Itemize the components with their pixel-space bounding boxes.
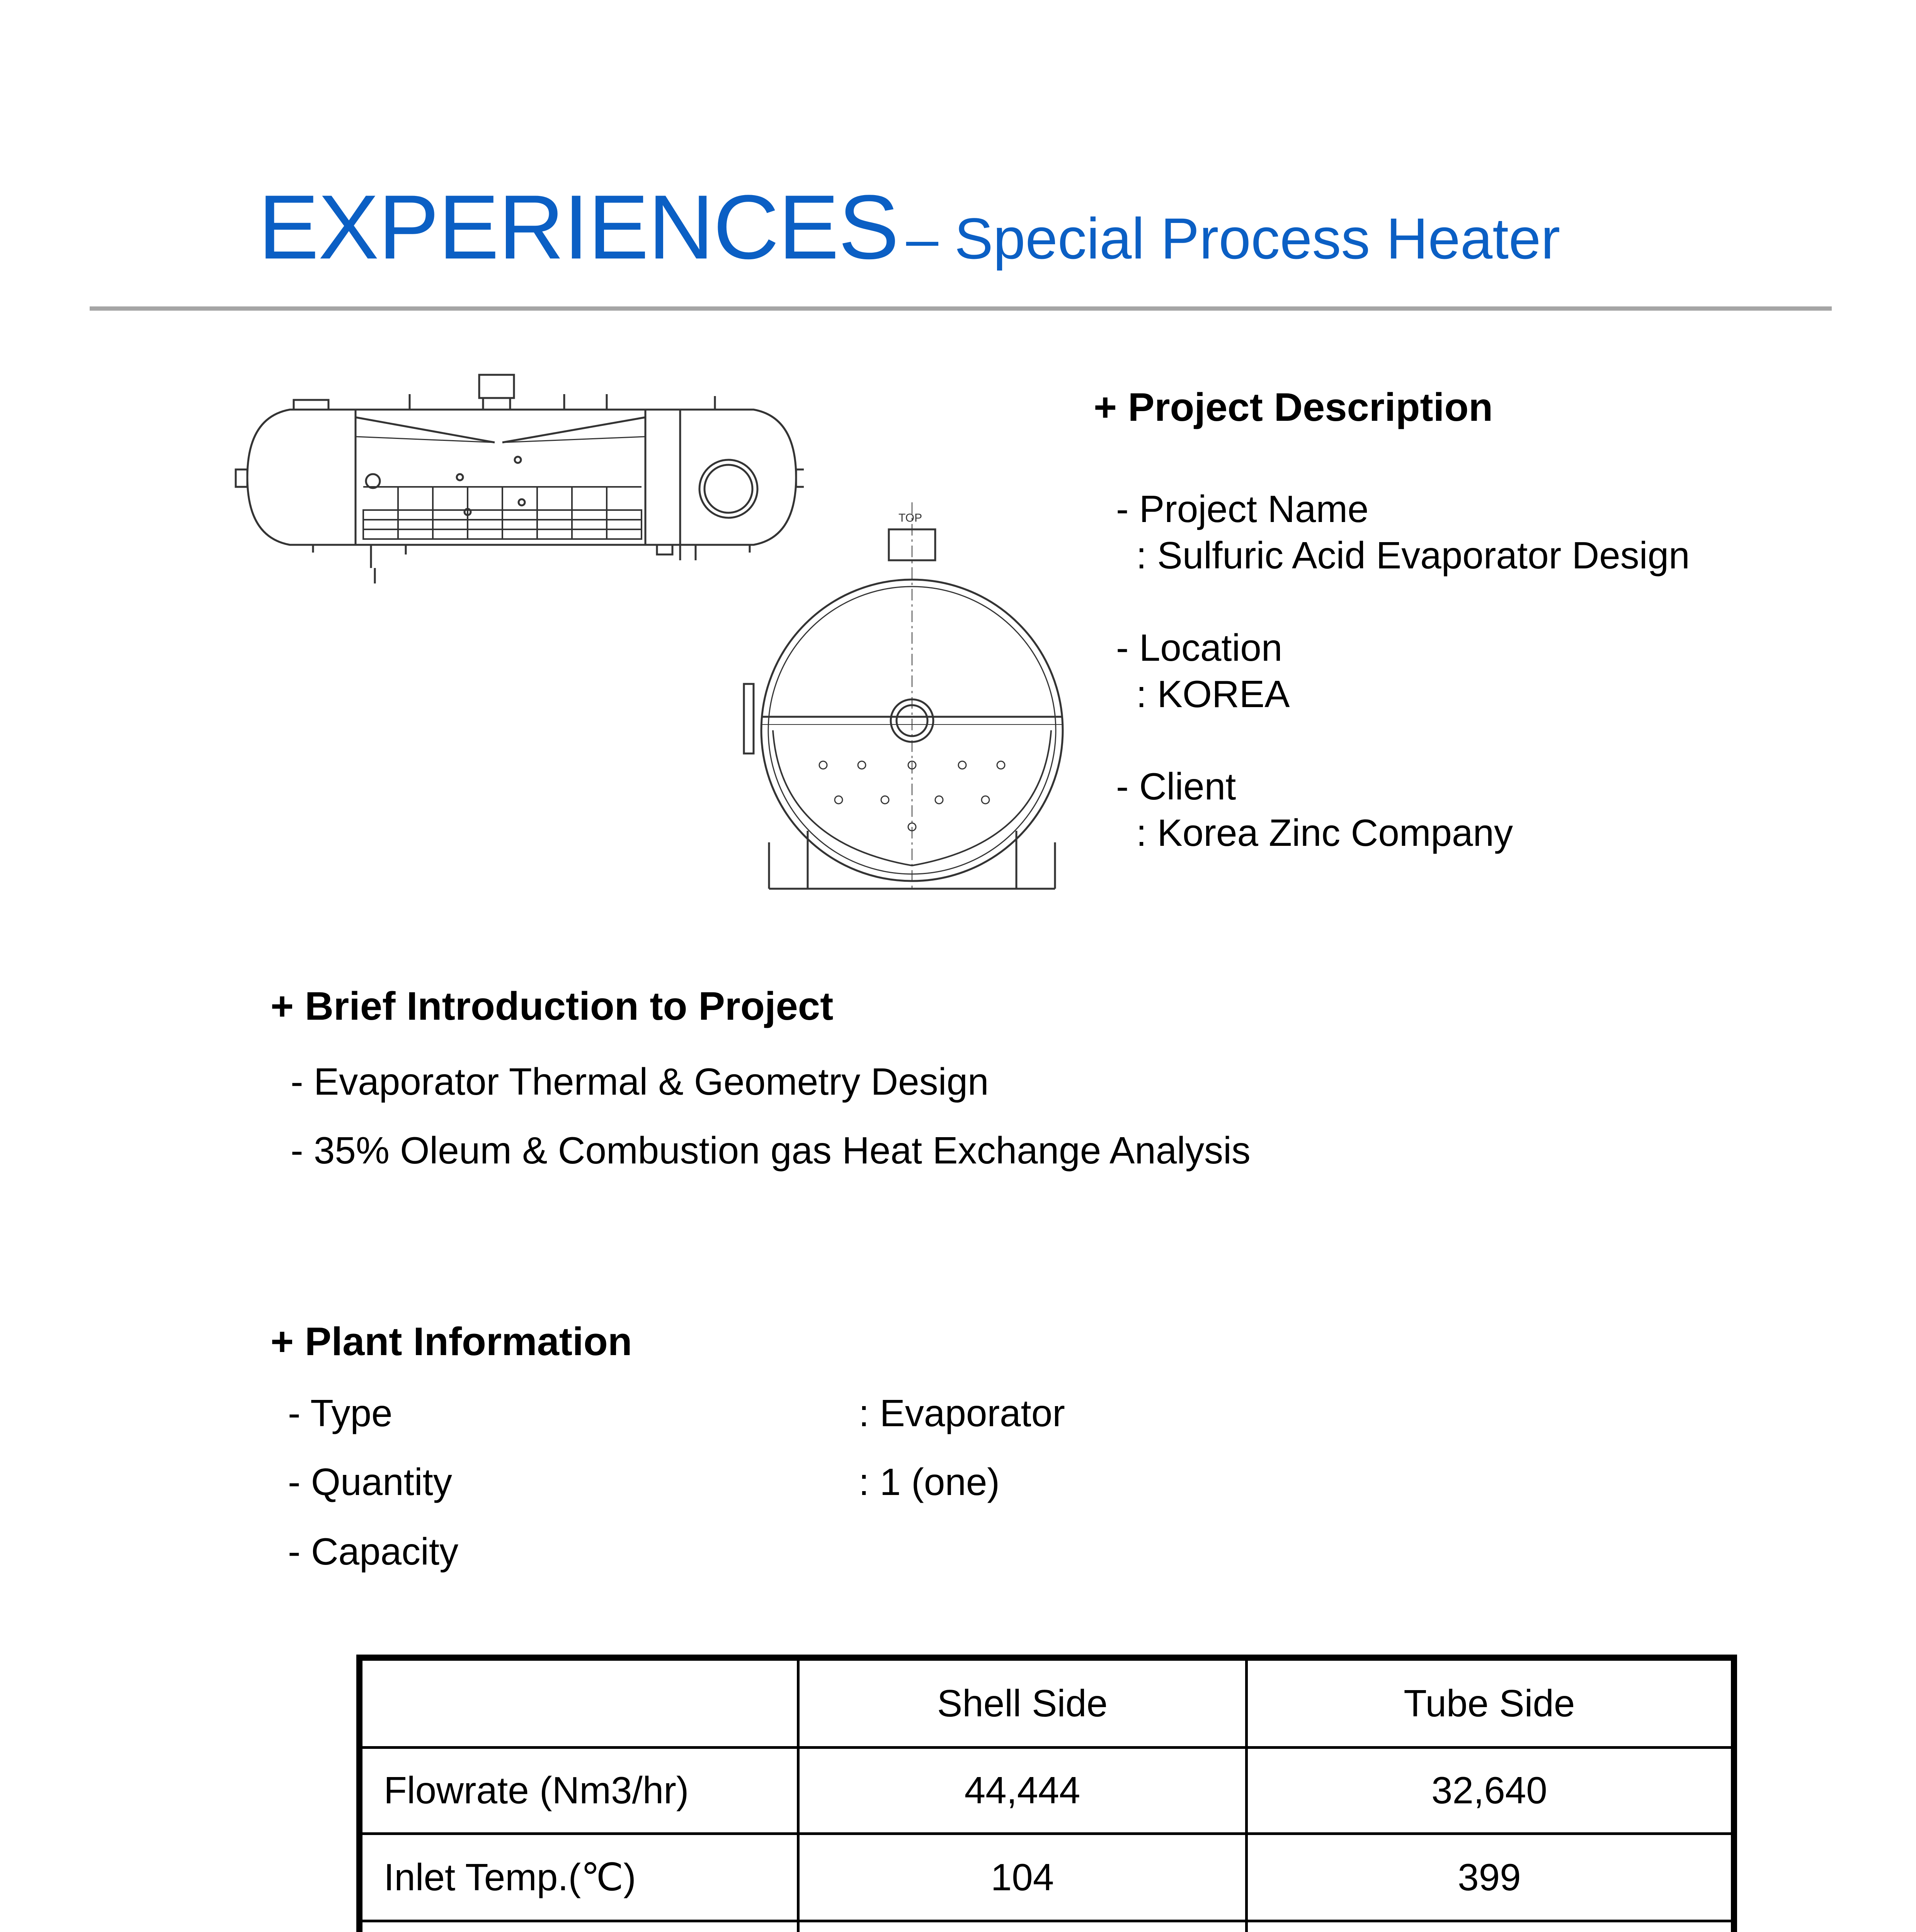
table-cell — [359, 1921, 798, 1932]
location-label: - Location — [1116, 626, 1283, 669]
table-cell: 44,444 — [798, 1747, 1246, 1834]
table-cell: 399 — [1246, 1834, 1734, 1921]
capacity-table — [356, 1655, 1737, 1932]
plant-quantity-label: - Quantity — [288, 1461, 452, 1503]
location-value: : KOREA — [1136, 673, 1290, 715]
plant-info-heading: + Plant Information — [271, 1319, 632, 1364]
table-header-row — [359, 1658, 1734, 1747]
table-cell — [798, 1921, 1246, 1932]
project-description-heading: + Project Description — [1094, 385, 1493, 429]
table-header-cell: Tube Side — [1246, 1658, 1734, 1747]
table-row — [359, 1921, 1734, 1932]
table-row — [359, 1747, 1734, 1834]
brief-intro-item: - Evaporator Thermal & Geometry Design — [291, 1060, 989, 1103]
brief-intro-heading: + Brief Introduction to Project — [271, 984, 834, 1028]
client-value: : Korea Zinc Company — [1136, 811, 1513, 854]
plant-quantity-value: : 1 (one) — [859, 1461, 1000, 1503]
table-cell — [1246, 1921, 1734, 1932]
client-label: - Client — [1116, 765, 1236, 808]
project-name-label: - Project Name — [1116, 488, 1369, 530]
evaporator-side-view-drawing — [224, 359, 804, 645]
table-cell: Flowrate (Nm3/hr) — [359, 1747, 798, 1834]
title-main: EXPERIENCES — [258, 176, 898, 278]
top-divider — [90, 306, 1832, 311]
table-cell: 104 — [798, 1834, 1246, 1921]
plant-type-value: : Evaporator — [859, 1392, 1065, 1434]
title-sub: – Special Process Heater — [906, 206, 1560, 271]
table-cell: 32,640 — [1246, 1747, 1734, 1834]
page-title — [258, 176, 1560, 278]
drawing-top-label: TOP — [898, 512, 922, 524]
plant-type-label: - Type — [288, 1392, 393, 1434]
evaporator-end-view-drawing — [723, 502, 1109, 896]
plant-capacity-label: - Capacity — [288, 1530, 459, 1573]
table-header-cell — [359, 1658, 798, 1747]
table-header-cell: Shell Side — [798, 1658, 1246, 1747]
brief-intro-item: - 35% Oleum & Combustion gas Heat Exchange Analysis — [291, 1129, 1251, 1172]
table-row — [359, 1834, 1734, 1921]
project-name-value: : Sulfuric Acid Evaporator Design — [1136, 534, 1690, 577]
table-cell: Inlet Temp.(℃) — [359, 1834, 798, 1921]
